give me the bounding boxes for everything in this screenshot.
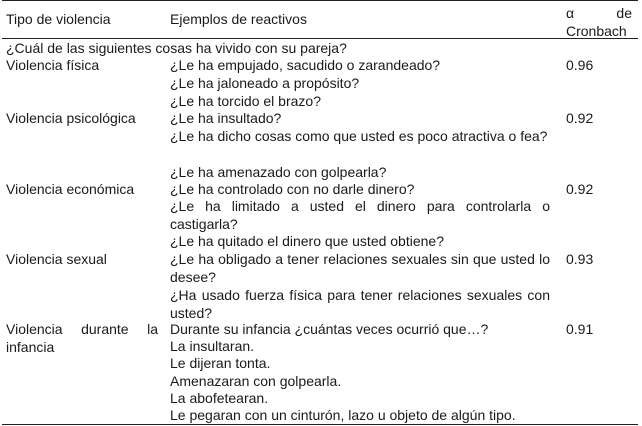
- item-infancia-6: Le pegaran con un cinturón, lazo u objeto de algún tipo.: [170, 407, 516, 423]
- alpha-de: de: [616, 5, 632, 21]
- alpha-fisica: 0.96: [566, 57, 594, 73]
- alpha-economica: 0.92: [566, 181, 594, 197]
- alpha-infancia: 0.91: [566, 321, 594, 337]
- intro-question: ¿Cuál de las siguientes cosas ha vivido con su pareja?: [6, 40, 347, 56]
- item-infancia-4: Amenazaran con golpearla.: [170, 373, 342, 389]
- header-alpha: [566, 4, 632, 40]
- item-infancia-3: Le dijeran tonta.: [170, 355, 271, 371]
- alpha-symbol: α: [566, 5, 575, 21]
- tipo-infancia: Violencia durante la infancia: [6, 321, 158, 355]
- tipo-psicologica: Violencia psicológica: [6, 110, 136, 126]
- item-fisica-1: ¿Le ha empujado, sacudido o zarandeado?: [170, 57, 441, 73]
- tipo-economica: Violencia económica: [6, 181, 135, 197]
- item-infancia-5: La abofetearan.: [170, 390, 269, 406]
- item-sexual-1: ¿Le ha obligado a tener relaciones sexuales sin que usted lo desee?: [170, 251, 550, 285]
- item-psicologica-1: ¿Le ha insultado?: [170, 110, 282, 126]
- table-bottom-rule: [2, 424, 638, 425]
- item-sexual-2: ¿Ha usado fuerza física para tener relaciones sexuales con usted?: [170, 287, 550, 321]
- item-economica-2: ¿Le ha limitado a usted el dinero para controlarla o castigarla?: [170, 198, 550, 232]
- item-fisica-3: ¿Le ha torcido el brazo?: [170, 93, 321, 109]
- alpha-cronbach: Cronbach: [566, 23, 627, 39]
- item-economica-1: ¿Le ha controlado con no darle dinero?: [170, 181, 415, 197]
- alpha-psicologica: 0.92: [566, 110, 594, 126]
- tipo-fisica: Violencia física: [6, 57, 100, 73]
- item-economica-3: ¿Le ha quitado el dinero que usted obtiene?: [170, 233, 444, 249]
- tipo-sexual: Violencia sexual: [6, 251, 107, 267]
- header-tipo: Tipo de violencia: [6, 11, 111, 27]
- item-infancia-2: La insultaran.: [170, 338, 255, 354]
- item-psicologica-3: ¿Le ha amenazado con golpearla?: [170, 164, 387, 180]
- alpha-sexual: 0.93: [566, 251, 594, 267]
- header-ejemplos: Ejemplos de reactivos: [170, 11, 307, 27]
- table-top-rule: [2, 0, 638, 1]
- item-fisica-2: ¿Le ha jaloneado a propósito?: [170, 75, 360, 91]
- item-psicologica-2: ¿Le ha dicho cosas como que usted es poco atractiva o fea?: [170, 128, 548, 144]
- item-infancia-1: Durante su infancia ¿cuántas veces ocurrió que…?: [170, 321, 489, 337]
